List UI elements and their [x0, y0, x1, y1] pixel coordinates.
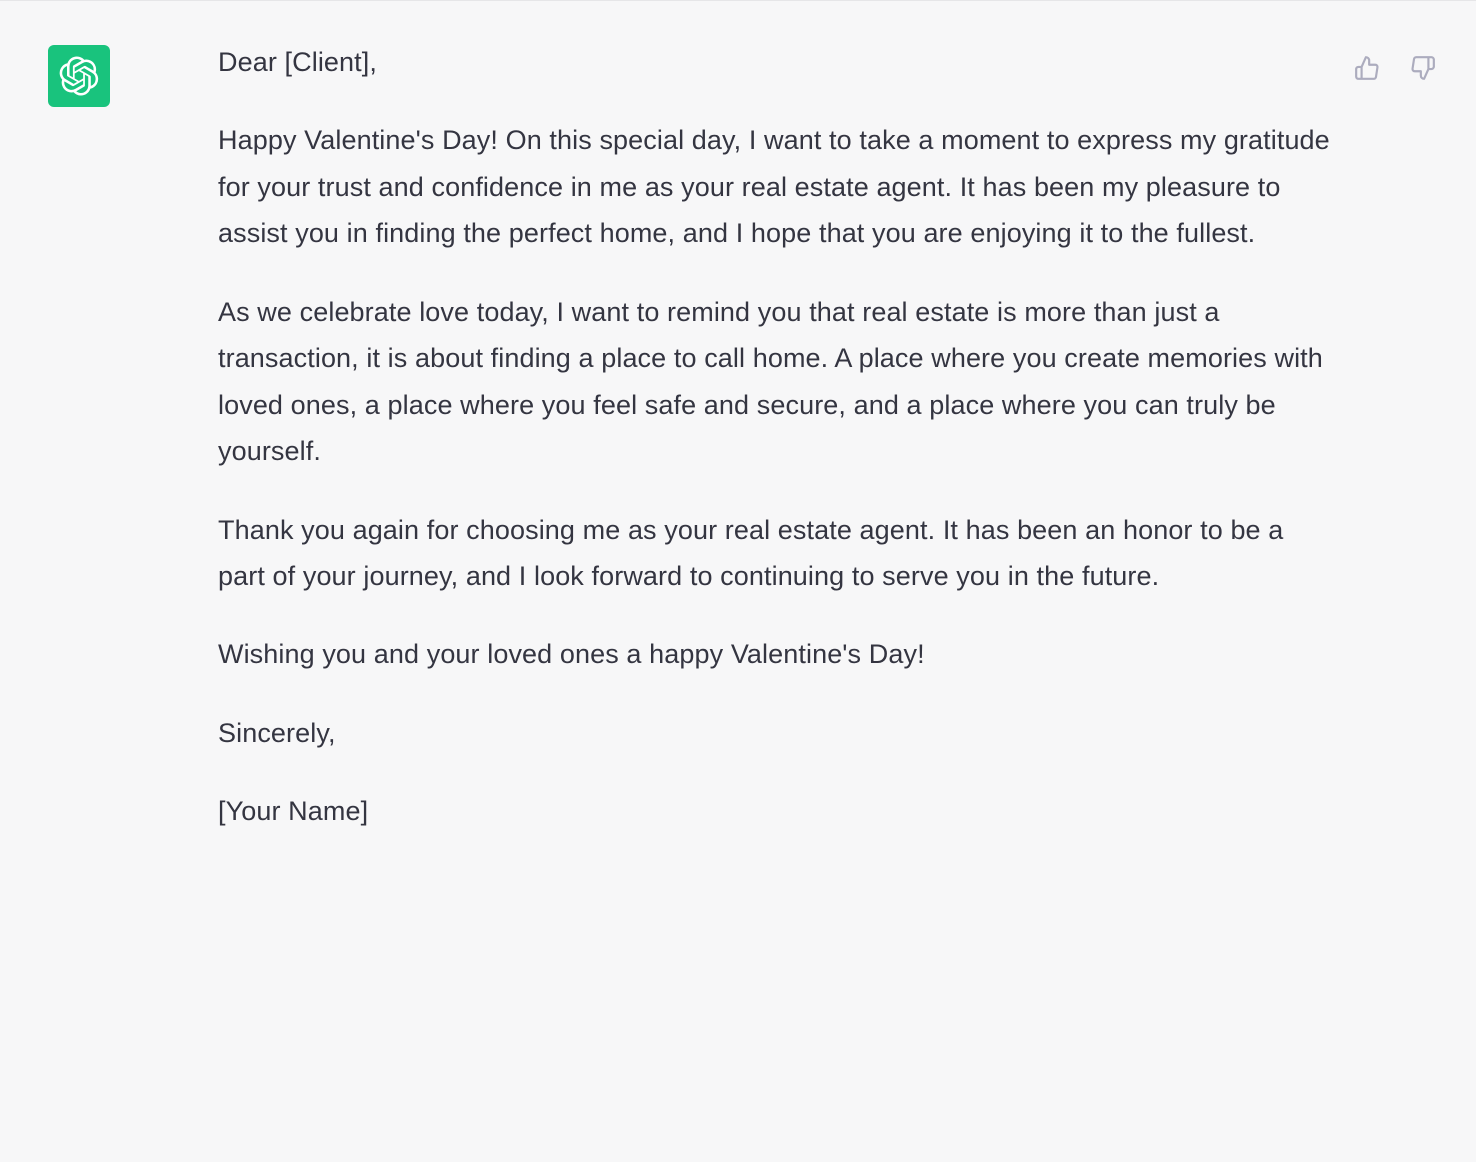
paragraph-signature: [Your Name]	[218, 796, 369, 827]
paragraph-4: Wishing you and your loved ones a happy Valentine's Day!	[218, 639, 925, 670]
avatar	[48, 45, 110, 107]
thumbs-up-icon	[1354, 55, 1380, 81]
avatar-column	[0, 45, 110, 107]
thumbs-down-icon	[1410, 55, 1436, 81]
paragraph-signoff: Sincerely,	[218, 717, 336, 748]
assistant-message	[0, 1, 1476, 835]
paragraph-2: As we celebrate love today, I want to remind you that real estate is more than just a transaction, it is about finding a place to call home. A place where you create memories with loved ones, a place where you feel safe and secure, and a place where you can truly be yourself.	[218, 296, 1323, 467]
message-text	[218, 39, 1336, 835]
openai-logo-icon	[59, 56, 99, 96]
paragraph-3: Thank you again for choosing me as your real estate agent. It has been an honor to be a part of your journey, and I look forward to continuing to serve you in the future.	[218, 514, 1284, 591]
thumbs-down-button[interactable]	[1408, 53, 1438, 83]
paragraph-1: Happy Valentine's Day! On this special day, I want to take a moment to express my gratitude for your trust and confidence in me as your real estate agent. It has been my pleasure to assist you in finding the perfect home, and I hope that you are enjoying it to the fullest.	[218, 125, 1330, 249]
message-body	[110, 45, 1476, 835]
message-actions	[1352, 53, 1438, 83]
paragraph-greeting: Dear [Client],	[218, 47, 377, 77]
thumbs-up-button[interactable]	[1352, 53, 1382, 83]
